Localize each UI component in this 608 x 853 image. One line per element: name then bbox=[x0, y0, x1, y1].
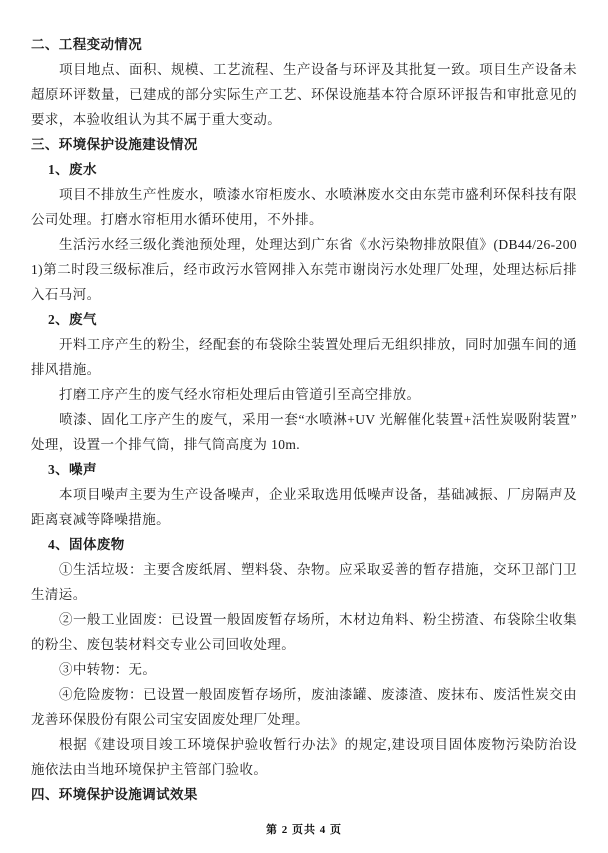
section-heading: 1、废水 bbox=[48, 162, 97, 177]
paragraph: 生活污水经三级化粪池预处理，处理达到广东省《水污染物排放限值》(DB44/26-2001)第二时段三级标准后，经市政污水管网排入东莞市谢岗污水处理厂处理，处理达标后排入石马河。 bbox=[31, 237, 577, 302]
section-heading: 四、环境保护设施调试效果 bbox=[31, 787, 198, 802]
paragraph: 根据《建设项目竣工环境保护验收暂行办法》的规定,建设项目固体废物污染防治设施依法由当地环境保护主管部门验收。 bbox=[31, 737, 577, 777]
paragraph: 本项目噪声主要为生产设备噪声，企业采取选用低噪声设备，基础减振、厂房隔声及距离衰减等降噪措施。 bbox=[31, 487, 577, 527]
section-heading: 3、噪声 bbox=[48, 462, 97, 477]
section-heading: 二、工程变动情况 bbox=[31, 37, 143, 52]
paragraph: 项目地点、面积、规模、工艺流程、生产设备与环评及其批复一致。项目生产设备未超原环评数量，已建成的部分实际生产工艺、环保设施基本符合原环评报告和审批意见的要求，本验收组认为其不属于重大变动。 bbox=[31, 62, 577, 127]
document-body bbox=[31, 32, 577, 807]
paragraph: ②一般工业固废：已设置一般固废暂存场所，木材边角料、粉尘捞渣、布袋除尘收集的粉尘、废包装材料交专业公司回收处理。 bbox=[31, 612, 577, 652]
paragraph: ④危险废物：已设置一般固废暂存场所，废油漆罐、废漆渣、废抹布、废活性炭交由龙善环保股份有限公司宝安固废处理厂处理。 bbox=[31, 687, 577, 727]
paragraph: 喷漆、固化工序产生的废气，采用一套“水喷淋+UV 光解催化装置+活性炭吸附装置”处理，设置一个排气筒，排气筒高度为 10m. bbox=[31, 412, 577, 452]
page-footer bbox=[0, 821, 608, 837]
section-heading: 4、固体废物 bbox=[48, 537, 125, 552]
page-number-indicator: 第 2 页共 4 页 bbox=[266, 824, 342, 836]
paragraph: 打磨工序产生的废气经水帘柜处理后由管道引至高空排放。 bbox=[59, 387, 421, 402]
paragraph: 项目不排放生产性废水，喷漆水帘柜废水、水喷淋废水交由东莞市盛利环保科技有限公司处理。打磨水帘柜用水循环使用，不外排。 bbox=[31, 187, 577, 227]
paragraph: ③中转物：无。 bbox=[59, 662, 157, 677]
section-heading: 三、环境保护设施建设情况 bbox=[31, 137, 198, 152]
paragraph: ①生活垃圾：主要含废纸屑、塑料袋、杂物。应采取妥善的暂存措施，交环卫部门卫生清运。 bbox=[31, 562, 577, 602]
section-heading: 2、废气 bbox=[48, 312, 97, 327]
paragraph: 开料工序产生的粉尘，经配套的布袋除尘装置处理后无组织排放，同时加强车间的通排风措施。 bbox=[31, 337, 577, 377]
